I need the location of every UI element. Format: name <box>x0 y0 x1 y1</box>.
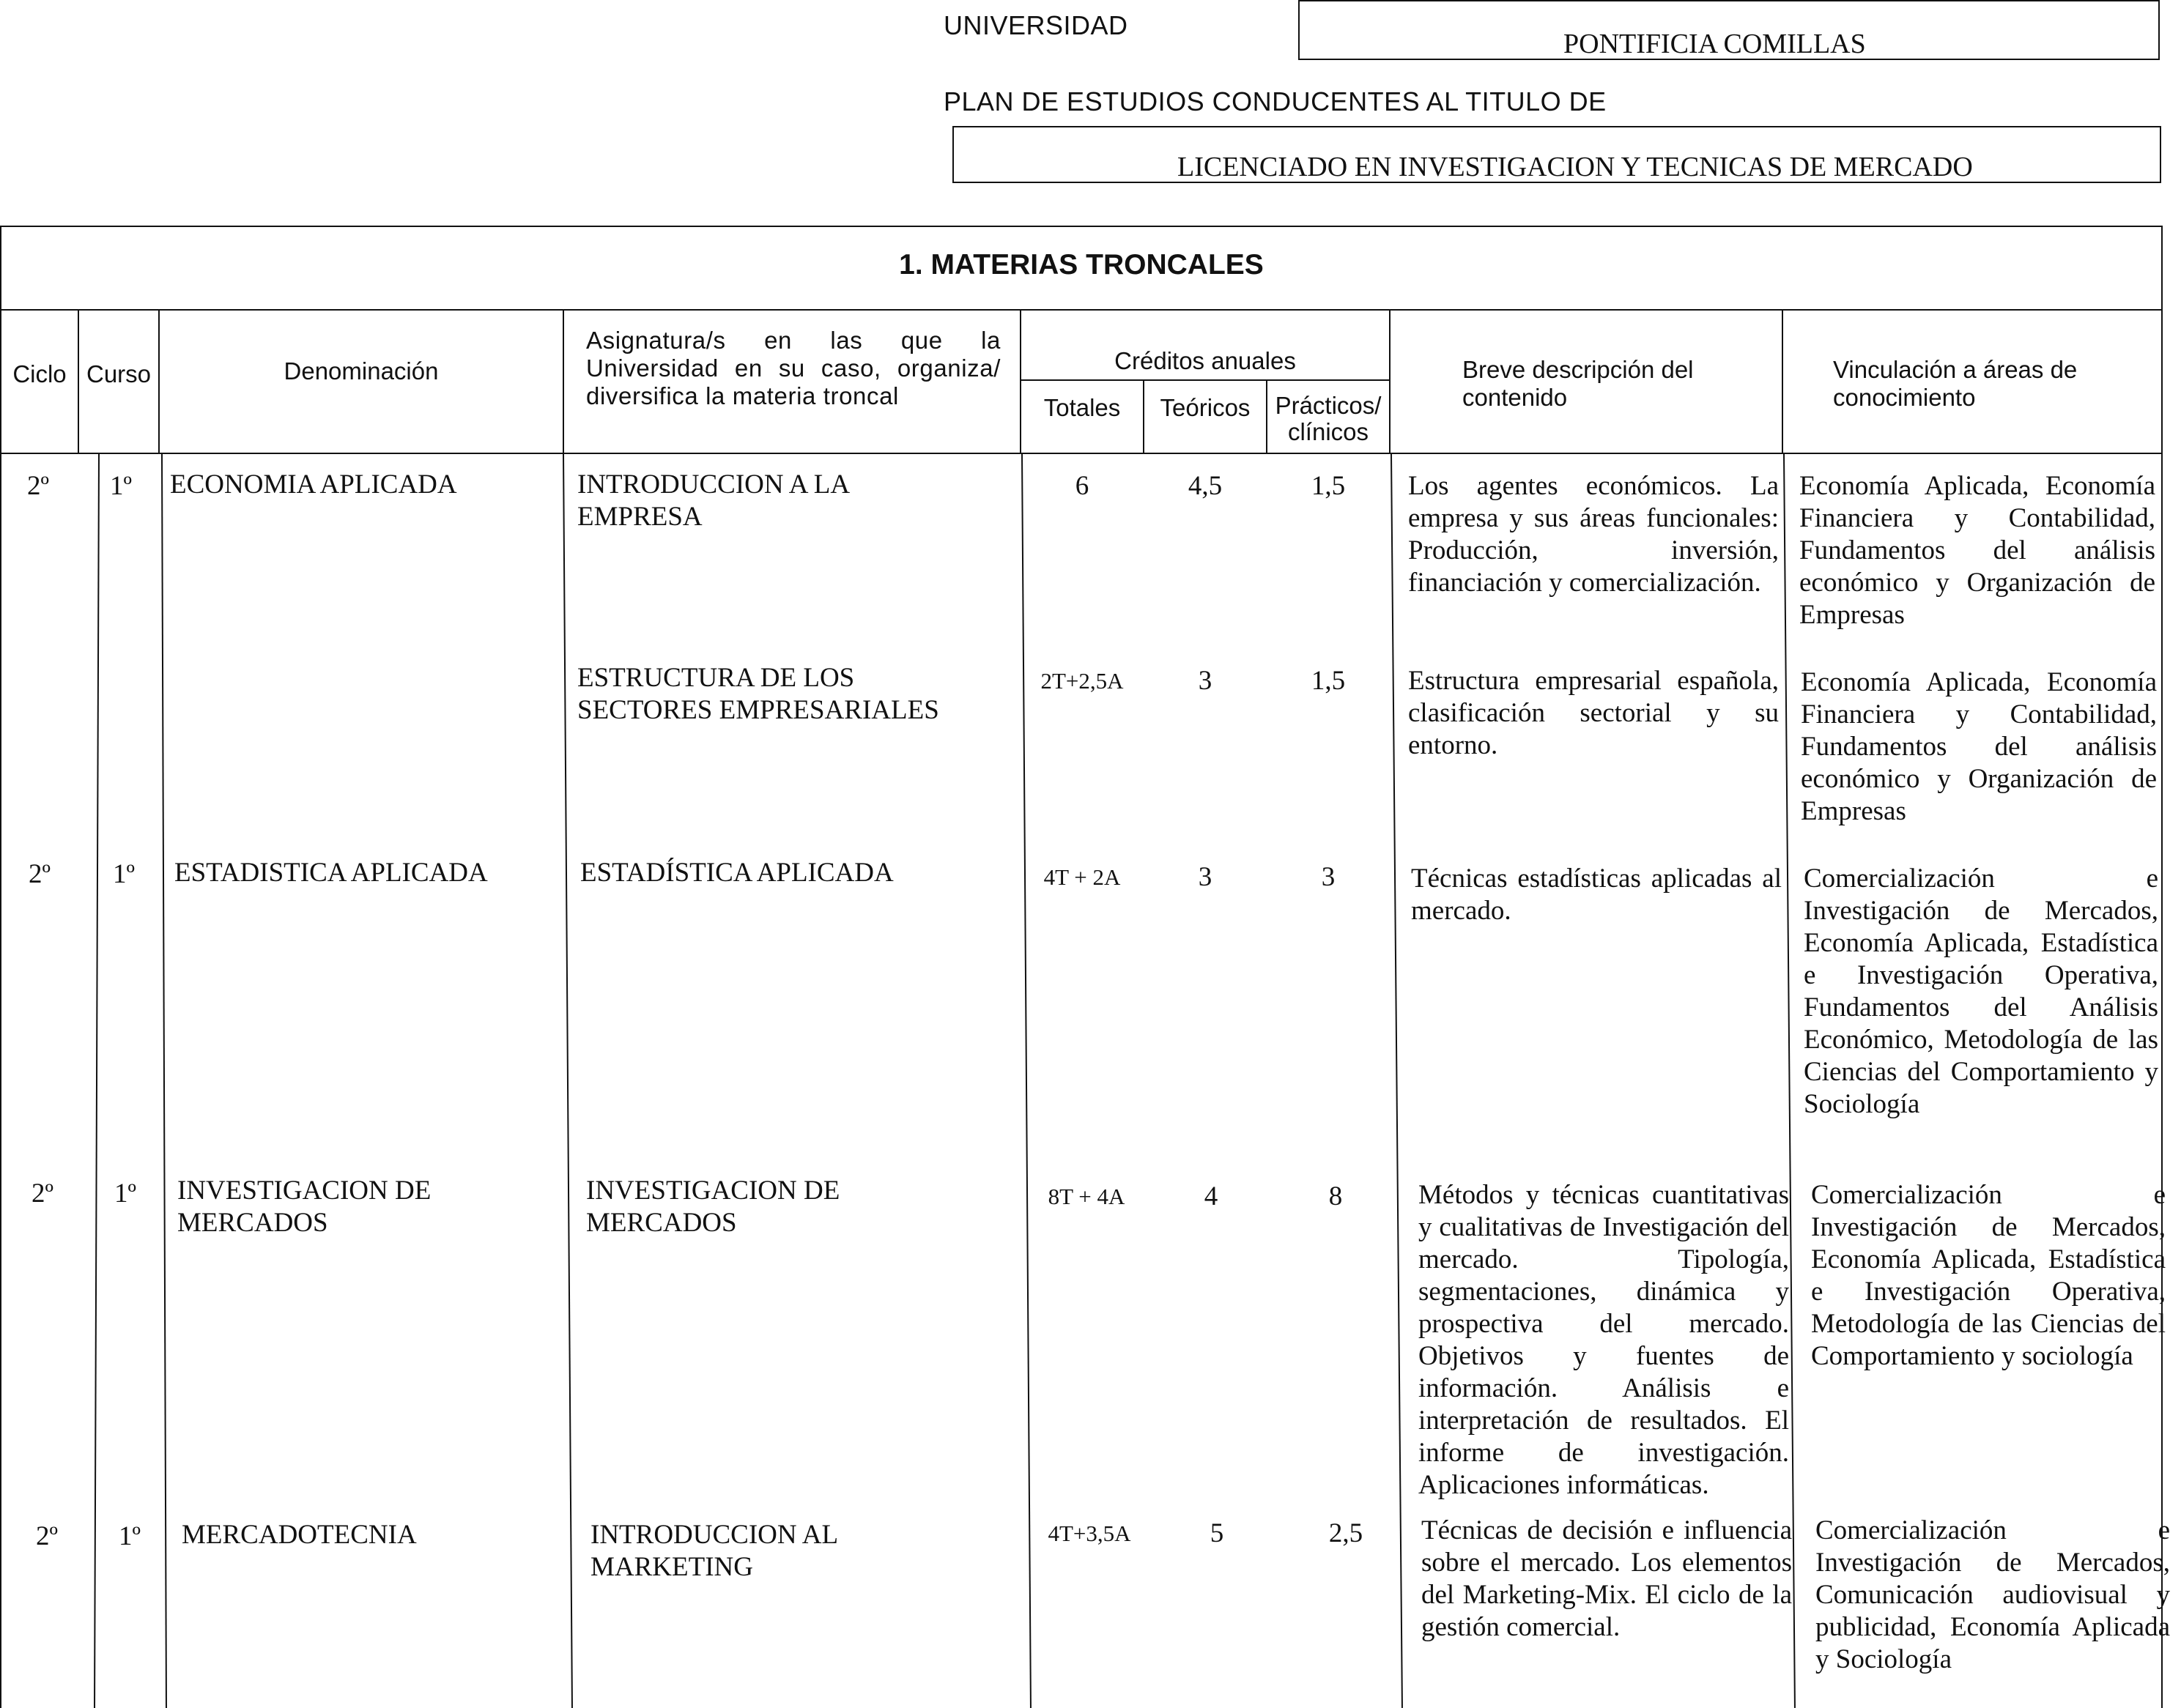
cell-practicos: 1,5 <box>1311 471 1346 501</box>
creditos-subdivider <box>1020 379 1391 381</box>
col-header-denominacion: Denominación <box>284 357 439 385</box>
cell-ciclo: 2º <box>36 1521 58 1551</box>
table-title: 1. MATERIAS TRONCALES <box>899 249 1264 281</box>
universidad-label: UNIVERSIDAD <box>944 10 1128 40</box>
cell-totales: 2T+2,5A <box>1040 668 1124 694</box>
hcol-8 <box>1782 309 1783 454</box>
table-right-border <box>2161 226 2163 1708</box>
col-header-ciclo: Ciclo <box>12 360 67 387</box>
col-header-descripcion: Breve descripción del contenido <box>1462 356 1694 411</box>
cell-teoricos: 3 <box>1198 862 1212 892</box>
cell-totales: 8T + 4A <box>1048 1184 1125 1209</box>
cell-vinculacion: Comercialización e Investigación de Mercados, Economía Aplicada, Estadística e Investigación Operativa, Fundamentos del Análisis Económico, Metodología de las Ciencias del Comportamiento y Sociología <box>1804 864 2158 1119</box>
header-divider <box>0 453 2163 454</box>
cell-asignatura: INTRODUCCION AL MARKETING <box>590 1520 837 1582</box>
hcol-4 <box>1020 309 1021 454</box>
cell-teoricos: 5 <box>1210 1518 1224 1548</box>
cell-totales: 4T + 2A <box>1043 864 1121 890</box>
col-header-teoricos: Teóricos <box>1160 394 1251 421</box>
title-divider <box>0 309 2163 311</box>
cell-vinculacion: Economía Aplicada, Economía Financiera y Contabilidad, Fundamentos del análisis económico y Organización de Empresas <box>1801 667 2157 826</box>
titulo-box <box>952 126 2161 183</box>
cell-vinculacion: Economía Aplicada, Economía Financiera y Contabilidad, Fundamentos del análisis económico y Organización de Empresas <box>1799 471 2155 630</box>
table-top-border <box>0 226 2163 227</box>
cell-vinculacion: Comercialización e Investigación de Mercados, Economía Aplicada, Estadística e Investigación Operativa, Metodología de las Ciencias del Comportamiento y sociología <box>1811 1180 2166 1371</box>
cell-teoricos: 4,5 <box>1188 471 1223 501</box>
cell-curso: 1º <box>110 471 132 501</box>
cell-ciclo: 2º <box>29 859 51 889</box>
cell-denominacion: MERCADOTECNIA <box>182 1520 417 1550</box>
cell-descripcion: Métodos y técnicas cuantitativas y cualitativas de Investigación del mercado. Tipología, segmentaciones, dinámica y prospectiva del mercado. Objetivos y fuentes de información. Análisis e interpretación de resultados. El informe de investigación. Aplicaciones informáticas. <box>1418 1180 1789 1500</box>
col-header-totales: Totales <box>1043 394 1121 421</box>
col-header-curso: Curso <box>86 360 152 387</box>
col-header-asignatura: Asignatura/s en las que la Universidad en su caso, organiza/ diversifica la materia troncal <box>586 327 1001 409</box>
bcol-3 <box>563 454 573 1708</box>
cell-practicos: 3 <box>1321 862 1336 892</box>
cell-descripcion: Los agentes económicos. La empresa y sus áreas funcionales: Producción, inversión, financiación y comercialización. <box>1408 471 1779 598</box>
cell-curso: 1º <box>119 1521 141 1551</box>
cell-descripcion: Técnicas estadísticas aplicadas al mercado. <box>1411 864 1782 926</box>
cell-denominacion: ESTADISTICA APLICADA <box>174 858 488 888</box>
cell-totales: 4T+3,5A <box>1048 1521 1131 1546</box>
cell-totales: 6 <box>1075 471 1089 501</box>
cell-asignatura: ESTRUCTURA DE LOS SECTORES EMPRESARIALES <box>577 663 939 725</box>
cell-practicos: 2,5 <box>1328 1518 1363 1548</box>
universidad-box <box>1298 0 2160 60</box>
cell-asignatura: ESTADÍSTICA APLICADA <box>580 858 894 888</box>
col-header-vinculacion: Vinculación a áreas de conocimiento <box>1833 356 2078 411</box>
hcol-7 <box>1389 309 1391 454</box>
cell-practicos: 1,5 <box>1311 666 1346 696</box>
table-left-border <box>0 226 1 1708</box>
cell-denominacion: ECONOMIA APLICADA <box>170 469 457 500</box>
cell-teoricos: 4 <box>1204 1181 1218 1211</box>
cell-denominacion: INVESTIGACION DE MERCADOS <box>177 1176 432 1238</box>
universidad-value: PONTIFICIA COMILLAS <box>1563 29 1866 59</box>
cell-asignatura: INTRODUCCION A LA EMPRESA <box>577 469 849 532</box>
cell-curso: 1º <box>114 1178 136 1208</box>
cell-practicos: 8 <box>1328 1181 1343 1211</box>
cell-teoricos: 3 <box>1198 666 1212 696</box>
cell-ciclo: 2º <box>32 1178 53 1208</box>
cell-vinculacion: Comercialización e Investigación de Mercados, Comunicación audiovisual y publicidad, Economía Aplicada y Sociología <box>1815 1515 2170 1674</box>
col-header-practicos: Prácticos/ clínicos <box>1275 392 1382 445</box>
plan-label: PLAN DE ESTUDIOS CONDUCENTES AL TITULO DE <box>944 86 1607 116</box>
cell-asignatura: INVESTIGACION DE MERCADOS <box>586 1176 840 1238</box>
cell-curso: 1º <box>113 859 135 889</box>
cell-descripcion: Estructura empresarial española, clasificación sectorial y su entorno. <box>1408 666 1779 760</box>
cell-descripcion: Técnicas de decisión e influencia sobre el mercado. Los elementos del Marketing-Mix. El ciclo de la gestión comercial. <box>1421 1515 1792 1642</box>
col-header-creditos: Créditos anuales <box>1114 347 1296 374</box>
hcol-3 <box>563 309 564 454</box>
cell-ciclo: 2º <box>27 471 49 501</box>
titulo-value: LICENCIADO EN INVESTIGACION Y TECNICAS DE MERCADO <box>1177 152 1973 182</box>
